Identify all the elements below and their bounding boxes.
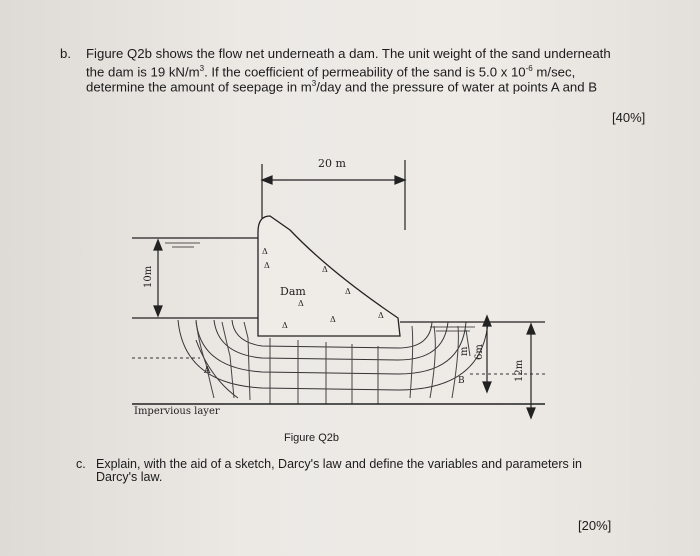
svg-text:Δ: Δ <box>264 261 270 270</box>
impervious-layer-label: Impervious layer <box>134 406 220 417</box>
svg-text:Δ: Δ <box>262 247 268 256</box>
point-a-label: A <box>204 366 211 376</box>
svg-text:Δ: Δ <box>322 265 328 274</box>
question-c-label: c. <box>76 457 86 471</box>
question-b-label: b. <box>60 46 71 61</box>
dim-b-height-label: m <box>459 346 470 356</box>
question-b-line-2: the dam is 19 $kN/m^3$. If the coefficient of permeability of the sand is 5.0 x $10^{-6}$ m/sec, <box>86 64 576 80</box>
svg-text:Δ: Δ <box>330 315 336 324</box>
dim-10m-label: 10m <box>143 265 154 288</box>
svg-text:Δ: Δ <box>345 287 351 296</box>
dam-label: Dam <box>280 285 306 298</box>
figure-caption: Figure Q2b <box>284 432 340 444</box>
question-c-marks: [20%] <box>578 518 612 533</box>
question-b-line-1: Figure Q2b shows the flow net underneath a dam. The unit weight of the sand underneath <box>86 46 611 61</box>
dim-6m-label: 6m <box>474 344 485 360</box>
question-b-marks: [40%] <box>612 110 646 125</box>
question-b-line-3: determine the amount of seepage in $m^3$/day and the pressure of water at points A and B <box>86 79 598 95</box>
point-b-label: B <box>458 376 465 386</box>
question-c <box>76 457 582 484</box>
question-c-line-2: Darcy's law. <box>96 470 163 484</box>
svg-text:Δ: Δ <box>298 299 304 308</box>
dim-12m-label: 12m <box>514 359 525 382</box>
question-c-line-1: Explain, with the aid of a sketch, Darcy's law and define the variables and parameters in <box>96 457 582 471</box>
svg-text:Δ: Δ <box>378 311 384 320</box>
dim-20m-label: 20 m <box>318 157 346 170</box>
svg-text:Δ: Δ <box>282 321 288 330</box>
